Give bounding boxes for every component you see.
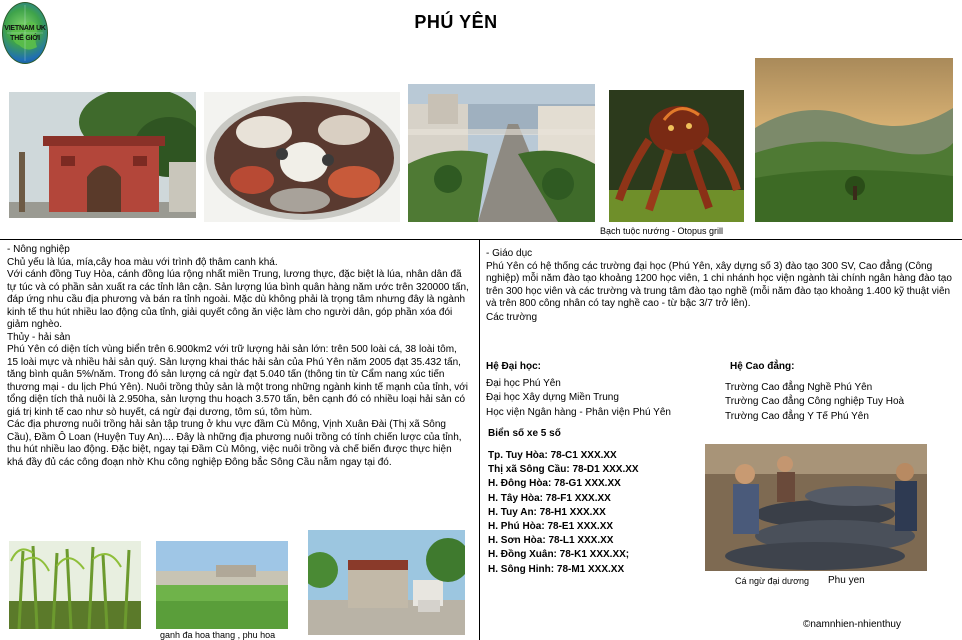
list-item: H. Tây Hòa: 78-F1 XXX.XX [488, 492, 611, 504]
list-item: H. Đông Hòa: 78-G1 XXX.XX [488, 478, 621, 490]
agriculture-intro: Chủ yếu là lúa, mía,cây hoa màu với trình độ thâm canh khá. [7, 256, 278, 268]
agriculture-fishery-section [7, 244, 470, 469]
tuy-hoa-street-photo [308, 530, 465, 635]
list-item: H. Tuy An: 78-H1 XXX.XX [488, 506, 606, 518]
list-item: Học viện Ngân hàng - Phân viện Phú Yên [486, 406, 671, 418]
education-heading: - Giáo dục [486, 248, 533, 259]
aquaculture-paragraph: Các địa phương nuôi trồng hải sản tập trung ở khu vực đầm Cù Mông, Vịnh Xuân Đài (Thị xã Sông Cầu), Đầm Ô Loan (Huyện Tuy An).... Đây là những địa phương nuôi trồng có tính chiến lược của tỉnh, thu hút nhiều lao động. Đặc biệt, ngay tại Đầm Cù Mông, việc nuôi trồng và chế biến được thực hiện khá đầy đủ các công đoạn nhờ Khu công nghiệp Đông bắc Sông Cầu nằm ngay tại đó. [7, 419, 462, 468]
college-heading: Hệ Cao đẳng: [730, 361, 795, 372]
list-item: H. Sơn Hòa: 78-L1 XXX.XX [488, 535, 614, 547]
college-list [725, 381, 957, 424]
agriculture-heading: - Nông nghiệp [7, 244, 70, 255]
salt-field-caption: ganh đa hoa thang , phu hoa [160, 630, 276, 640]
list-item: Trường Cao đẳng Công nghiệp Tuy Hoà [725, 396, 905, 408]
fishery-paragraph: Phú Yên có diện tích vùng biển trên 6.900km2 với trữ lượng hải sản lớn: trên 500 loài cá, 38 loài tôm, 15 loài mực và nhiều hải sản quý. Sản lượng khai thác hải sản của Phú Yên năm 2005 đạt 35.432 tấn, tăng bình quân 5%/năm. Trong đó sản lượng cá ngừ đạt 5.040 tấn (thông tin từ Cẩm nang xúc tiến thương mại - du lịch Phú Yên). Nuôi trồng thủy sản là một trong những ngành kinh tế mạnh của tỉnh, với tổng diện tích thả nuôi là 2.950ha, sản lượng thu hoạch 3.570 tấn, bên cạnh đó có nhiều loại hải sản có giá trị kinh tế cao như sò huyết, cá ngừ đại dương, tôm sú, tôm hùm. [7, 344, 469, 418]
license-plate-list [488, 449, 708, 577]
university-list [486, 377, 726, 420]
citadel-gate-photo [9, 92, 196, 218]
vertical-divider [479, 240, 480, 640]
tuna-market-photo [705, 444, 927, 571]
octopus-caption: Bạch tuộc nướng - Otopus grill [600, 226, 723, 236]
salt-field-photo [156, 541, 288, 629]
list-item: Thị xã Sông Cầu: 78-D1 XXX.XX [488, 464, 639, 476]
logo-text-top: VIETNAM UK [4, 25, 46, 32]
tuna-caption-left: Cá ngừ đại dương [735, 576, 809, 586]
list-item: Trường Cao đẳng Nghề Phú Yên [725, 382, 873, 393]
page-title: PHÚ YÊN [414, 12, 498, 32]
city-boulevard-photo [408, 84, 595, 222]
education-paragraph: Phú Yên có hệ thống các trường đại học (Phú Yên, xây dựng số 3) đào tạo 300 SV, Cao đẳng (Công nghiệp) mỗi năm đào tạo khoảng 1200 học viên, 1 chi nhánh học viện ngành tài chính ngân hàng đào tạo trên 300 học viên và các trường và trung tâm đào tạo nghề (mỗi năm đào tạo khoảng 1.400 kỹ thuật viên và trên 800 công nhân có tay nghề cao - từ bậc 3/7 trở lên). [486, 260, 952, 309]
list-item: H. Đồng Xuân: 78-K1 XXX.XX; [488, 549, 630, 561]
copyright-credit: ©namnhien-nhienthuy [803, 619, 901, 630]
list-item: H. Sông Hinh: 78-M1 XXX.XX [488, 563, 625, 575]
list-item: Tp. Tuy Hòa: 78-C1 XXX.XX [488, 450, 617, 461]
fishery-heading: Thủy - hải sản [7, 331, 71, 343]
seafood-platter-photo [204, 92, 400, 222]
grilled-octopus-photo [609, 90, 744, 222]
sugarcane-photo [9, 541, 141, 629]
tuna-caption-right: Phu yen [828, 575, 865, 586]
mountain-landscape-photo [755, 58, 953, 222]
list-item: Đại học Phú Yên [486, 378, 561, 389]
logo-text-bottom: THẾ GIỚI [10, 35, 40, 42]
rice-field-paragraph: Với cánh đồng Tuy Hòa, cánh đồng lúa rộng nhất miền Trung, lương thực, đặc biệt là lúa, nhân dân đã tự túc và có phần sản xuất ra các tỉnh lân cận. Sản lượng lúa bình quân hàng năm ước trên 320000 tấn, đáp ứng nhu cầu địa phương và bán ra tỉnh ngoài. Mặc dù không phải là trọng tâm nhưng đây là ngành kinh tế thu hút nhiều lao động của tỉnh, giải quyết công ăn việc làm cho người dân, góp phần xóa đói giảm nghèo. [7, 269, 469, 330]
list-item: Đại học Xây dựng Miền Trung [486, 392, 619, 404]
schools-label: Các trường [486, 311, 538, 323]
university-heading: Hệ Đại học: [486, 361, 542, 372]
education-section [486, 248, 956, 324]
list-item: Trường Cao đẳng Y Tế Phú Yên [725, 410, 869, 422]
list-item: H. Phú Hòa: 78-E1 XXX.XX [488, 521, 614, 533]
plates-heading: Biển số xe 5 số [488, 428, 561, 439]
horizontal-divider [0, 239, 962, 240]
